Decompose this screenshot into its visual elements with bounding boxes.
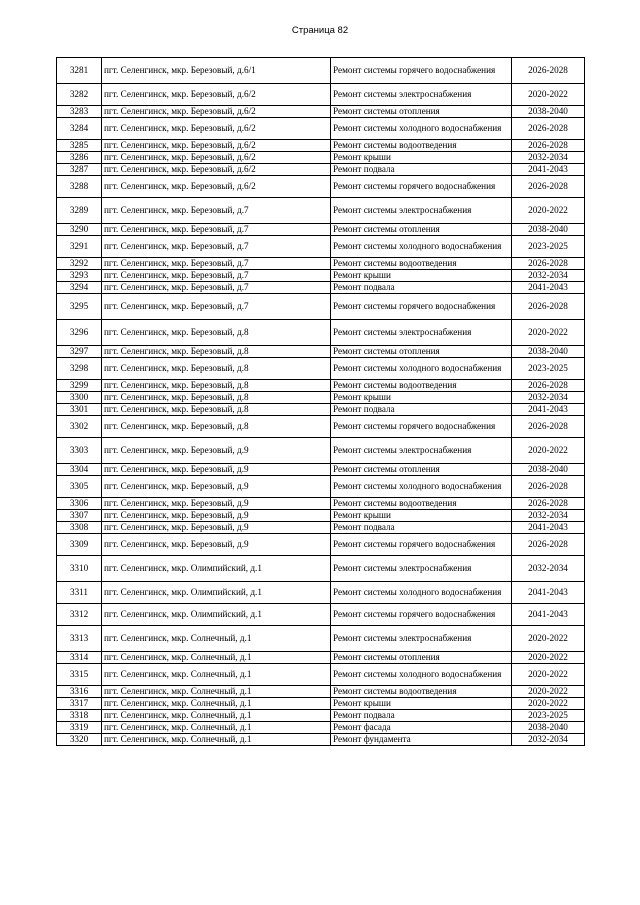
- table-row: [57, 140, 585, 152]
- row-number: 3285: [57, 140, 102, 152]
- row-period: 2041-2043: [512, 604, 585, 626]
- row-number: 3297: [57, 346, 102, 358]
- row-period: 2023-2025: [512, 358, 585, 380]
- row-number: 3318: [57, 710, 102, 722]
- row-address: пгт. Селенгинск, мкр. Олимпийский, д.1: [102, 556, 331, 582]
- table-row: [57, 152, 585, 164]
- table-row: [57, 270, 585, 282]
- table-row: [57, 582, 585, 604]
- row-address: пгт. Селенгинск, мкр. Березовый, д.6/2: [102, 118, 331, 140]
- row-work-type: Ремонт подвала: [331, 522, 512, 534]
- row-address: пгт. Селенгинск, мкр. Березовый, д.7: [102, 270, 331, 282]
- table-row: [57, 176, 585, 198]
- row-period: 2020-2022: [512, 686, 585, 698]
- row-number: 3287: [57, 164, 102, 176]
- row-number: 3307: [57, 510, 102, 522]
- row-period: 2023-2025: [512, 236, 585, 258]
- row-address: пгт. Селенгинск, мкр. Солнечный, д.1: [102, 664, 331, 686]
- table-row: [57, 498, 585, 510]
- row-number: 3310: [57, 556, 102, 582]
- row-address: пгт. Селенгинск, мкр. Березовый, д.6/2: [102, 176, 331, 198]
- row-number: 3283: [57, 106, 102, 118]
- table-row: [57, 404, 585, 416]
- row-address: пгт. Селенгинск, мкр. Солнечный, д.1: [102, 652, 331, 664]
- row-period: 2038-2040: [512, 346, 585, 358]
- row-work-type: Ремонт фасада: [331, 722, 512, 734]
- row-number: 3312: [57, 604, 102, 626]
- row-work-type: Ремонт системы отопления: [331, 106, 512, 118]
- row-work-type: Ремонт системы электроснабжения: [331, 320, 512, 346]
- row-period: 2026-2028: [512, 176, 585, 198]
- row-address: пгт. Селенгинск, мкр. Березовый, д.7: [102, 236, 331, 258]
- row-address: пгт. Селенгинск, мкр. Березовый, д.6/2: [102, 106, 331, 118]
- row-address: пгт. Селенгинск, мкр. Солнечный, д.1: [102, 698, 331, 710]
- row-work-type: Ремонт системы горячего водоснабжения: [331, 294, 512, 320]
- row-period: 2020-2022: [512, 198, 585, 224]
- row-work-type: Ремонт системы горячего водоснабжения: [331, 416, 512, 438]
- row-address: пгт. Селенгинск, мкр. Солнечный, д.1: [102, 686, 331, 698]
- row-address: пгт. Селенгинск, мкр. Олимпийский, д.1: [102, 582, 331, 604]
- table-row: [57, 722, 585, 734]
- row-number: 3303: [57, 438, 102, 464]
- row-address: пгт. Селенгинск, мкр. Березовый, д.7: [102, 224, 331, 236]
- row-work-type: Ремонт системы холодного водоснабжения: [331, 476, 512, 498]
- row-period: 2038-2040: [512, 722, 585, 734]
- row-number: 3299: [57, 380, 102, 392]
- row-work-type: Ремонт системы горячего водоснабжения: [331, 176, 512, 198]
- table-row: [57, 476, 585, 498]
- row-address: пгт. Селенгинск, мкр. Березовый, д.8: [102, 320, 331, 346]
- table-row: [57, 358, 585, 380]
- row-period: 2041-2043: [512, 522, 585, 534]
- row-number: 3314: [57, 652, 102, 664]
- row-work-type: Ремонт крыши: [331, 270, 512, 282]
- row-work-type: Ремонт подвала: [331, 404, 512, 416]
- row-period: 2020-2022: [512, 438, 585, 464]
- row-work-type: Ремонт крыши: [331, 392, 512, 404]
- row-work-type: Ремонт системы водоотведения: [331, 140, 512, 152]
- table-row: [57, 734, 585, 746]
- row-work-type: Ремонт системы электроснабжения: [331, 626, 512, 652]
- row-period: 2026-2028: [512, 258, 585, 270]
- row-period: 2026-2028: [512, 294, 585, 320]
- table-row: [57, 510, 585, 522]
- row-number: 3305: [57, 476, 102, 498]
- row-period: 2032-2034: [512, 392, 585, 404]
- row-number: 3290: [57, 224, 102, 236]
- table-row: [57, 626, 585, 652]
- row-period: 2020-2022: [512, 320, 585, 346]
- table-row: [57, 604, 585, 626]
- row-period: 2020-2022: [512, 626, 585, 652]
- row-number: 3309: [57, 534, 102, 556]
- row-period: 2041-2043: [512, 282, 585, 294]
- row-number: 3300: [57, 392, 102, 404]
- row-work-type: Ремонт крыши: [331, 510, 512, 522]
- row-number: 3301: [57, 404, 102, 416]
- row-period: 2038-2040: [512, 224, 585, 236]
- row-work-type: Ремонт крыши: [331, 698, 512, 710]
- row-address: пгт. Селенгинск, мкр. Березовый, д.9: [102, 476, 331, 498]
- row-number: 3294: [57, 282, 102, 294]
- row-address: пгт. Селенгинск, мкр. Березовый, д.7: [102, 198, 331, 224]
- row-work-type: Ремонт системы отопления: [331, 652, 512, 664]
- row-address: пгт. Селенгинск, мкр. Березовый, д.7: [102, 294, 331, 320]
- table-row: [57, 686, 585, 698]
- table-row: [57, 118, 585, 140]
- row-work-type: Ремонт системы холодного водоснабжения: [331, 236, 512, 258]
- row-number: 3281: [57, 58, 102, 84]
- row-period: 2026-2028: [512, 140, 585, 152]
- table-row: [57, 282, 585, 294]
- row-work-type: Ремонт системы электроснабжения: [331, 556, 512, 582]
- table-row: [57, 698, 585, 710]
- row-work-type: Ремонт системы электроснабжения: [331, 438, 512, 464]
- table-row: [57, 236, 585, 258]
- row-number: 3296: [57, 320, 102, 346]
- row-number: 3306: [57, 498, 102, 510]
- row-period: 2020-2022: [512, 652, 585, 664]
- row-period: 2026-2028: [512, 58, 585, 84]
- row-number: 3298: [57, 358, 102, 380]
- row-period: 2038-2040: [512, 464, 585, 476]
- row-work-type: Ремонт системы водоотведения: [331, 498, 512, 510]
- table-row: [57, 380, 585, 392]
- row-number: 3288: [57, 176, 102, 198]
- row-period: 2020-2022: [512, 84, 585, 106]
- row-number: 3282: [57, 84, 102, 106]
- table-row: [57, 416, 585, 438]
- row-period: 2026-2028: [512, 380, 585, 392]
- row-period: 2020-2022: [512, 698, 585, 710]
- table-row: [57, 294, 585, 320]
- row-work-type: Ремонт системы отопления: [331, 346, 512, 358]
- row-address: пгт. Селенгинск, мкр. Березовый, д.9: [102, 464, 331, 476]
- table-row: [57, 392, 585, 404]
- row-address: пгт. Селенгинск, мкр. Березовый, д.9: [102, 534, 331, 556]
- table-row: [57, 164, 585, 176]
- table-row: [57, 464, 585, 476]
- row-work-type: Ремонт подвала: [331, 710, 512, 722]
- row-number: 3286: [57, 152, 102, 164]
- row-work-type: Ремонт системы отопления: [331, 464, 512, 476]
- row-address: пгт. Селенгинск, мкр. Березовый, д.6/2: [102, 84, 331, 106]
- row-address: пгт. Селенгинск, мкр. Солнечный, д.1: [102, 734, 331, 746]
- row-address: пгт. Селенгинск, мкр. Березовый, д.9: [102, 510, 331, 522]
- row-work-type: Ремонт системы водоотведения: [331, 258, 512, 270]
- table-row: [57, 664, 585, 686]
- row-number: 3295: [57, 294, 102, 320]
- row-address: пгт. Селенгинск, мкр. Березовый, д.8: [102, 380, 331, 392]
- table-row: [57, 556, 585, 582]
- row-period: 2026-2028: [512, 534, 585, 556]
- row-address: пгт. Селенгинск, мкр. Березовый, д.6/1: [102, 58, 331, 84]
- table-row: [57, 258, 585, 270]
- table-row: [57, 652, 585, 664]
- row-work-type: Ремонт системы отопления: [331, 224, 512, 236]
- row-work-type: Ремонт системы водоотведения: [331, 686, 512, 698]
- row-address: пгт. Селенгинск, мкр. Солнечный, д.1: [102, 722, 331, 734]
- row-work-type: Ремонт системы холодного водоснабжения: [331, 118, 512, 140]
- row-number: 3320: [57, 734, 102, 746]
- table-body: [57, 58, 585, 746]
- table-row: [57, 58, 585, 84]
- repair-schedule-table: [56, 57, 585, 746]
- row-address: пгт. Селенгинск, мкр. Березовый, д.9: [102, 522, 331, 534]
- row-number: 3304: [57, 464, 102, 476]
- row-number: 3311: [57, 582, 102, 604]
- row-period: 2026-2028: [512, 476, 585, 498]
- row-address: пгт. Селенгинск, мкр. Березовый, д.8: [102, 404, 331, 416]
- table-row: [57, 198, 585, 224]
- row-period: 2032-2034: [512, 270, 585, 282]
- row-period: 2026-2028: [512, 498, 585, 510]
- row-number: 3313: [57, 626, 102, 652]
- table-row: [57, 534, 585, 556]
- table-row: [57, 438, 585, 464]
- row-work-type: Ремонт системы горячего водоснабжения: [331, 604, 512, 626]
- row-work-type: Ремонт фундамента: [331, 734, 512, 746]
- table-row: [57, 346, 585, 358]
- row-work-type: Ремонт системы горячего водоснабжения: [331, 58, 512, 84]
- row-address: пгт. Селенгинск, мкр. Березовый, д.8: [102, 358, 331, 380]
- row-period: 2023-2025: [512, 710, 585, 722]
- row-period: 2032-2034: [512, 734, 585, 746]
- table-row: [57, 522, 585, 534]
- row-period: 2041-2043: [512, 582, 585, 604]
- row-number: 3289: [57, 198, 102, 224]
- row-number: 3308: [57, 522, 102, 534]
- row-work-type: Ремонт системы холодного водоснабжения: [331, 582, 512, 604]
- row-work-type: Ремонт подвала: [331, 164, 512, 176]
- row-number: 3293: [57, 270, 102, 282]
- row-number: 3317: [57, 698, 102, 710]
- row-work-type: Ремонт системы холодного водоснабжения: [331, 664, 512, 686]
- row-address: пгт. Селенгинск, мкр. Солнечный, д.1: [102, 710, 331, 722]
- table-row: [57, 710, 585, 722]
- row-work-type: Ремонт системы водоотведения: [331, 380, 512, 392]
- row-address: пгт. Селенгинск, мкр. Березовый, д.9: [102, 438, 331, 464]
- row-number: 3316: [57, 686, 102, 698]
- row-address: пгт. Селенгинск, мкр. Березовый, д.7: [102, 258, 331, 270]
- table-row: [57, 224, 585, 236]
- row-number: 3302: [57, 416, 102, 438]
- row-address: пгт. Селенгинск, мкр. Березовый, д.8: [102, 392, 331, 404]
- row-address: пгт. Селенгинск, мкр. Березовый, д.8: [102, 416, 331, 438]
- row-period: 2041-2043: [512, 404, 585, 416]
- row-address: пгт. Селенгинск, мкр. Олимпийский, д.1: [102, 604, 331, 626]
- row-address: пгт. Селенгинск, мкр. Березовый, д.9: [102, 498, 331, 510]
- row-address: пгт. Селенгинск, мкр. Березовый, д.8: [102, 346, 331, 358]
- row-address: пгт. Селенгинск, мкр. Березовый, д.6/2: [102, 152, 331, 164]
- row-period: 2026-2028: [512, 416, 585, 438]
- table-row: [57, 84, 585, 106]
- row-work-type: Ремонт подвала: [331, 282, 512, 294]
- row-work-type: Ремонт системы холодного водоснабжения: [331, 358, 512, 380]
- table-row: [57, 106, 585, 118]
- row-period: 2032-2034: [512, 556, 585, 582]
- row-address: пгт. Селенгинск, мкр. Березовый, д.7: [102, 282, 331, 294]
- row-period: 2032-2034: [512, 510, 585, 522]
- row-number: 3292: [57, 258, 102, 270]
- table-row: [57, 320, 585, 346]
- row-address: пгт. Селенгинск, мкр. Березовый, д.6/2: [102, 140, 331, 152]
- row-number: 3319: [57, 722, 102, 734]
- row-number: 3291: [57, 236, 102, 258]
- row-period: 2026-2028: [512, 118, 585, 140]
- row-period: 2032-2034: [512, 152, 585, 164]
- row-work-type: Ремонт крыши: [331, 152, 512, 164]
- page-header: Страница 82: [291, 25, 349, 36]
- row-period: 2020-2022: [512, 664, 585, 686]
- row-work-type: Ремонт системы горячего водоснабжения: [331, 534, 512, 556]
- row-number: 3315: [57, 664, 102, 686]
- row-address: пгт. Селенгинск, мкр. Солнечный, д.1: [102, 626, 331, 652]
- row-number: 3284: [57, 118, 102, 140]
- row-work-type: Ремонт системы электроснабжения: [331, 84, 512, 106]
- row-period: 2041-2043: [512, 164, 585, 176]
- row-period: 2038-2040: [512, 106, 585, 118]
- row-work-type: Ремонт системы электроснабжения: [331, 198, 512, 224]
- row-address: пгт. Селенгинск, мкр. Березовый, д.6/2: [102, 164, 331, 176]
